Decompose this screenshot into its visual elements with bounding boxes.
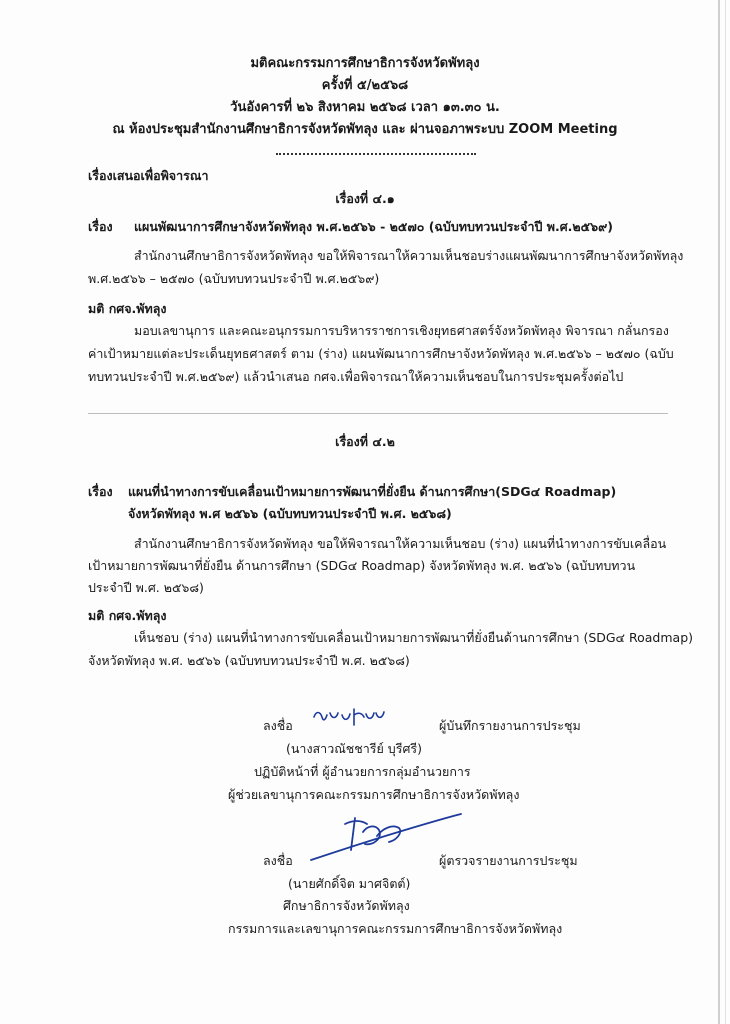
signer-position: กรรมการและเลขานุการคณะกรรมการศึกษาธิการจังหวัดพัทลุง (228, 921, 563, 936)
resolution-line: มอบเลขานุการ และคณะอนุกรรมการบริหารราชการเชิงยุทธศาสตร์จังหวัดพัทลุง พิจารณา กลั่นกรอง (134, 323, 669, 338)
scan-edge-outer (725, 0, 726, 1024)
header-meeting-number: ครั้งที่ ๕/๒๕๖๘ (321, 78, 409, 93)
signer-name: (นางสาวณัชชารีย์ บุรีศรี) (286, 741, 422, 756)
resolution-line: เห็นชอบ (ร่าง) แผนที่นำทางการขับเคลื่อนเป้าหมายการพัฒนาที่ยั่งยืนด้านการศึกษา (SDG๔ Roadmap) (134, 630, 694, 645)
resolution-label: มติ กศจ.พัทลุง (88, 608, 167, 623)
section-divider (88, 413, 668, 414)
header-title: มติคณะกรรมการศึกษาธิการจังหวัดพัทลุง (250, 56, 480, 71)
item-number: เรื่องที่ ๔.๑ (335, 191, 395, 206)
signer-position: ปฏิบัติหน้าที่ ผู้อำนวยการกลุ่มอำนวยการ (254, 764, 471, 779)
item-body-line: พ.ศ.๒๕๖๖ – ๒๕๗๐ (ฉบับทบทวนประจำปี พ.ศ.๒๕๖๙) (88, 271, 380, 286)
item-number: เรื่องที่ ๔.๒ (335, 434, 395, 449)
resolution-line: ทบทวนประจำปี พ.ศ.๒๕๖๙) แล้วนำเสนอ กศจ.เพื่อพิจารณาให้ความเห็นชอบในการประชุมครั้งต่อไป (88, 369, 624, 384)
item-subject: จังหวัดพัทลุง พ.ศ ๒๕๖๖ (ฉบับทบทวนประจำปี พ.ศ. ๒๕๖๘) (128, 506, 452, 521)
resolution-line: ค่าเป้าหมายแต่ละประเด็นยุทธศาสตร์ ตาม (ร่าง) แผนพัฒนาการศึกษาจังหวัดพัทลุง พ.ศ.๒๕๖๖ – ๒๕๗๐ (ฉบับ (88, 346, 674, 361)
scan-edge (718, 0, 720, 1024)
subject-label: เรื่อง (88, 219, 113, 234)
item-subject: แผนพัฒนาการศึกษาจังหวัดพัทลุง พ.ศ.๒๕๖๖ - ๒๕๗๐ (ฉบับทบทวนประจำปี พ.ศ.๒๕๖๙) (134, 219, 613, 234)
section-title: เรื่องเสนอเพื่อพิจารณา (88, 168, 209, 183)
resolution-line: จังหวัดพัทลุง พ.ศ. ๒๕๖๖ (ฉบับทบทวนประจำปี พ.ศ. ๒๕๖๘) (88, 653, 410, 668)
item-subject: แผนที่นำทางการขับเคลื่อนเป้าหมายการพัฒนาที่ยั่งยืน ด้านการศึกษา(SDG๔ Roadmap) (128, 484, 617, 499)
signer-name: (นายศักดิ์จิต มาศจิตต์) (288, 876, 411, 891)
item-body-line: สำนักงานศึกษาธิการจังหวัดพัทลุง ขอให้พิจารณาให้ความเห็นชอบ (ร่าง) แผนที่นำทางการขับเคลื่อน (134, 536, 667, 551)
sign-label: ลงชื่อ (263, 853, 293, 868)
signer-position: ผู้ช่วยเลขานุการคณะกรรมการศึกษาธิการจังหวัดพัทลุง (228, 787, 520, 802)
item-body-line: เป้าหมายการพัฒนาที่ยั่งยืน ด้านการศึกษา (SDG๔ Roadmap) จังหวัดพัทลุง พ.ศ. ๒๕๖๖ (ฉบับทบทวน (88, 558, 636, 573)
item-body-line: ประจำปี พ.ศ. ๒๕๖๘) (88, 580, 204, 595)
sign-label: ลงชื่อ (263, 718, 293, 733)
signer-role: ผู้ตรวจรายงานการประชุม (439, 853, 578, 868)
resolution-label: มติ กศจ.พัทลุง (88, 301, 167, 316)
signer-role: ผู้บันทึกรายงานการประชุม (439, 718, 581, 733)
signer-position: ศึกษาธิการจังหวัดพัทลุง (283, 898, 410, 913)
item-body-line: สำนักงานศึกษาธิการจังหวัดพัทลุง ขอให้พิจารณาให้ความเห็นชอบร่างแผนพัฒนาการศึกษาจังหวัดพัทลุง (134, 248, 684, 263)
handwritten-signature (310, 703, 390, 735)
header-dotted-divider (276, 153, 476, 155)
header-date-time: วันอังคารที่ ๒๖ สิงหาคม ๒๕๖๘ เวลา ๑๓.๓๐ น. (230, 100, 500, 115)
subject-label: เรื่อง (88, 484, 113, 499)
header-location: ณ ห้องประชุมสำนักงานศึกษาธิการจังหวัดพัทลุง และ ผ่านจอภาพระบบ ZOOM Meeting (112, 122, 618, 137)
